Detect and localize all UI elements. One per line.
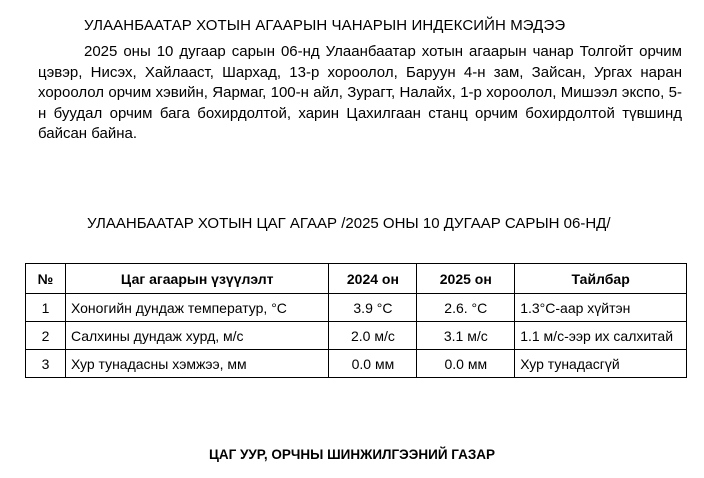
weather-table [25,263,687,378]
header-number: № [26,264,66,294]
weather-table-title: УЛААНБААТАР ХОТЫН ЦАГ АГААР /2025 ОНЫ 10 ДУГААР САРЫН 06-НД/ [87,215,611,232]
air-quality-paragraph: 2025 оны 10 дугаар сарын 06-нд Улаанбаатар хотын агаарын чанар Толгойт орчим цэвэр, Нисэх, Хайлааст, Шархад, 13-р хороолол, Баруун 4-н зам, Зайсан, Ургах наран хороолол орчим хэвийн, Яармаг, 100-н айл, Зурагт, Налайх, 1-р хороолол, Мишээл экспо, 5-н буудал орчим бага бохирдолтой, харин Цахилгаан станц орчим бохирдолтой түвшинд байсан байна. [38,43,682,142]
row-number: 2 [26,322,66,350]
row-number: 1 [26,294,66,322]
table-row [26,350,687,378]
header-indicator: Цаг агаарын үзүүлэлт [65,264,329,294]
row-value-2024: 0.0 мм [329,350,417,378]
row-note: 1.1 м/с-ээр их салхитай [515,322,687,350]
row-indicator: Хур тунадасны хэмжээ, мм [65,350,329,378]
row-number: 3 [26,350,66,378]
row-value-2025: 0.0 мм [417,350,515,378]
table-row [26,322,687,350]
row-indicator: Салхины дундаж хурд, м/с [65,322,329,350]
document-title: УЛААНБААТАР ХОТЫН АГААРЫН ЧАНАРЫН ИНДЕКСИЙН МЭДЭЭ [84,17,566,34]
header-note: Тайлбар [515,264,687,294]
table-header-row [26,264,687,294]
row-value-2024: 2.0 м/с [329,322,417,350]
row-indicator: Хоногийн дундаж температур, °C [65,294,329,322]
row-note: 1.3°C-аар хүйтэн [515,294,687,322]
row-value-2025: 3.1 м/с [417,322,515,350]
table-row [26,294,687,322]
row-value-2025: 2.6. °C [417,294,515,322]
footer-agency-name: ЦАГ УУР, ОРЧНЫ ШИНЖИЛГЭЭНИЙ ГАЗАР [208,447,496,462]
row-value-2024: 3.9 °C [329,294,417,322]
header-2025: 2025 он [417,264,515,294]
row-note: Хур тунадасгүй [515,350,687,378]
header-2024: 2024 он [329,264,417,294]
